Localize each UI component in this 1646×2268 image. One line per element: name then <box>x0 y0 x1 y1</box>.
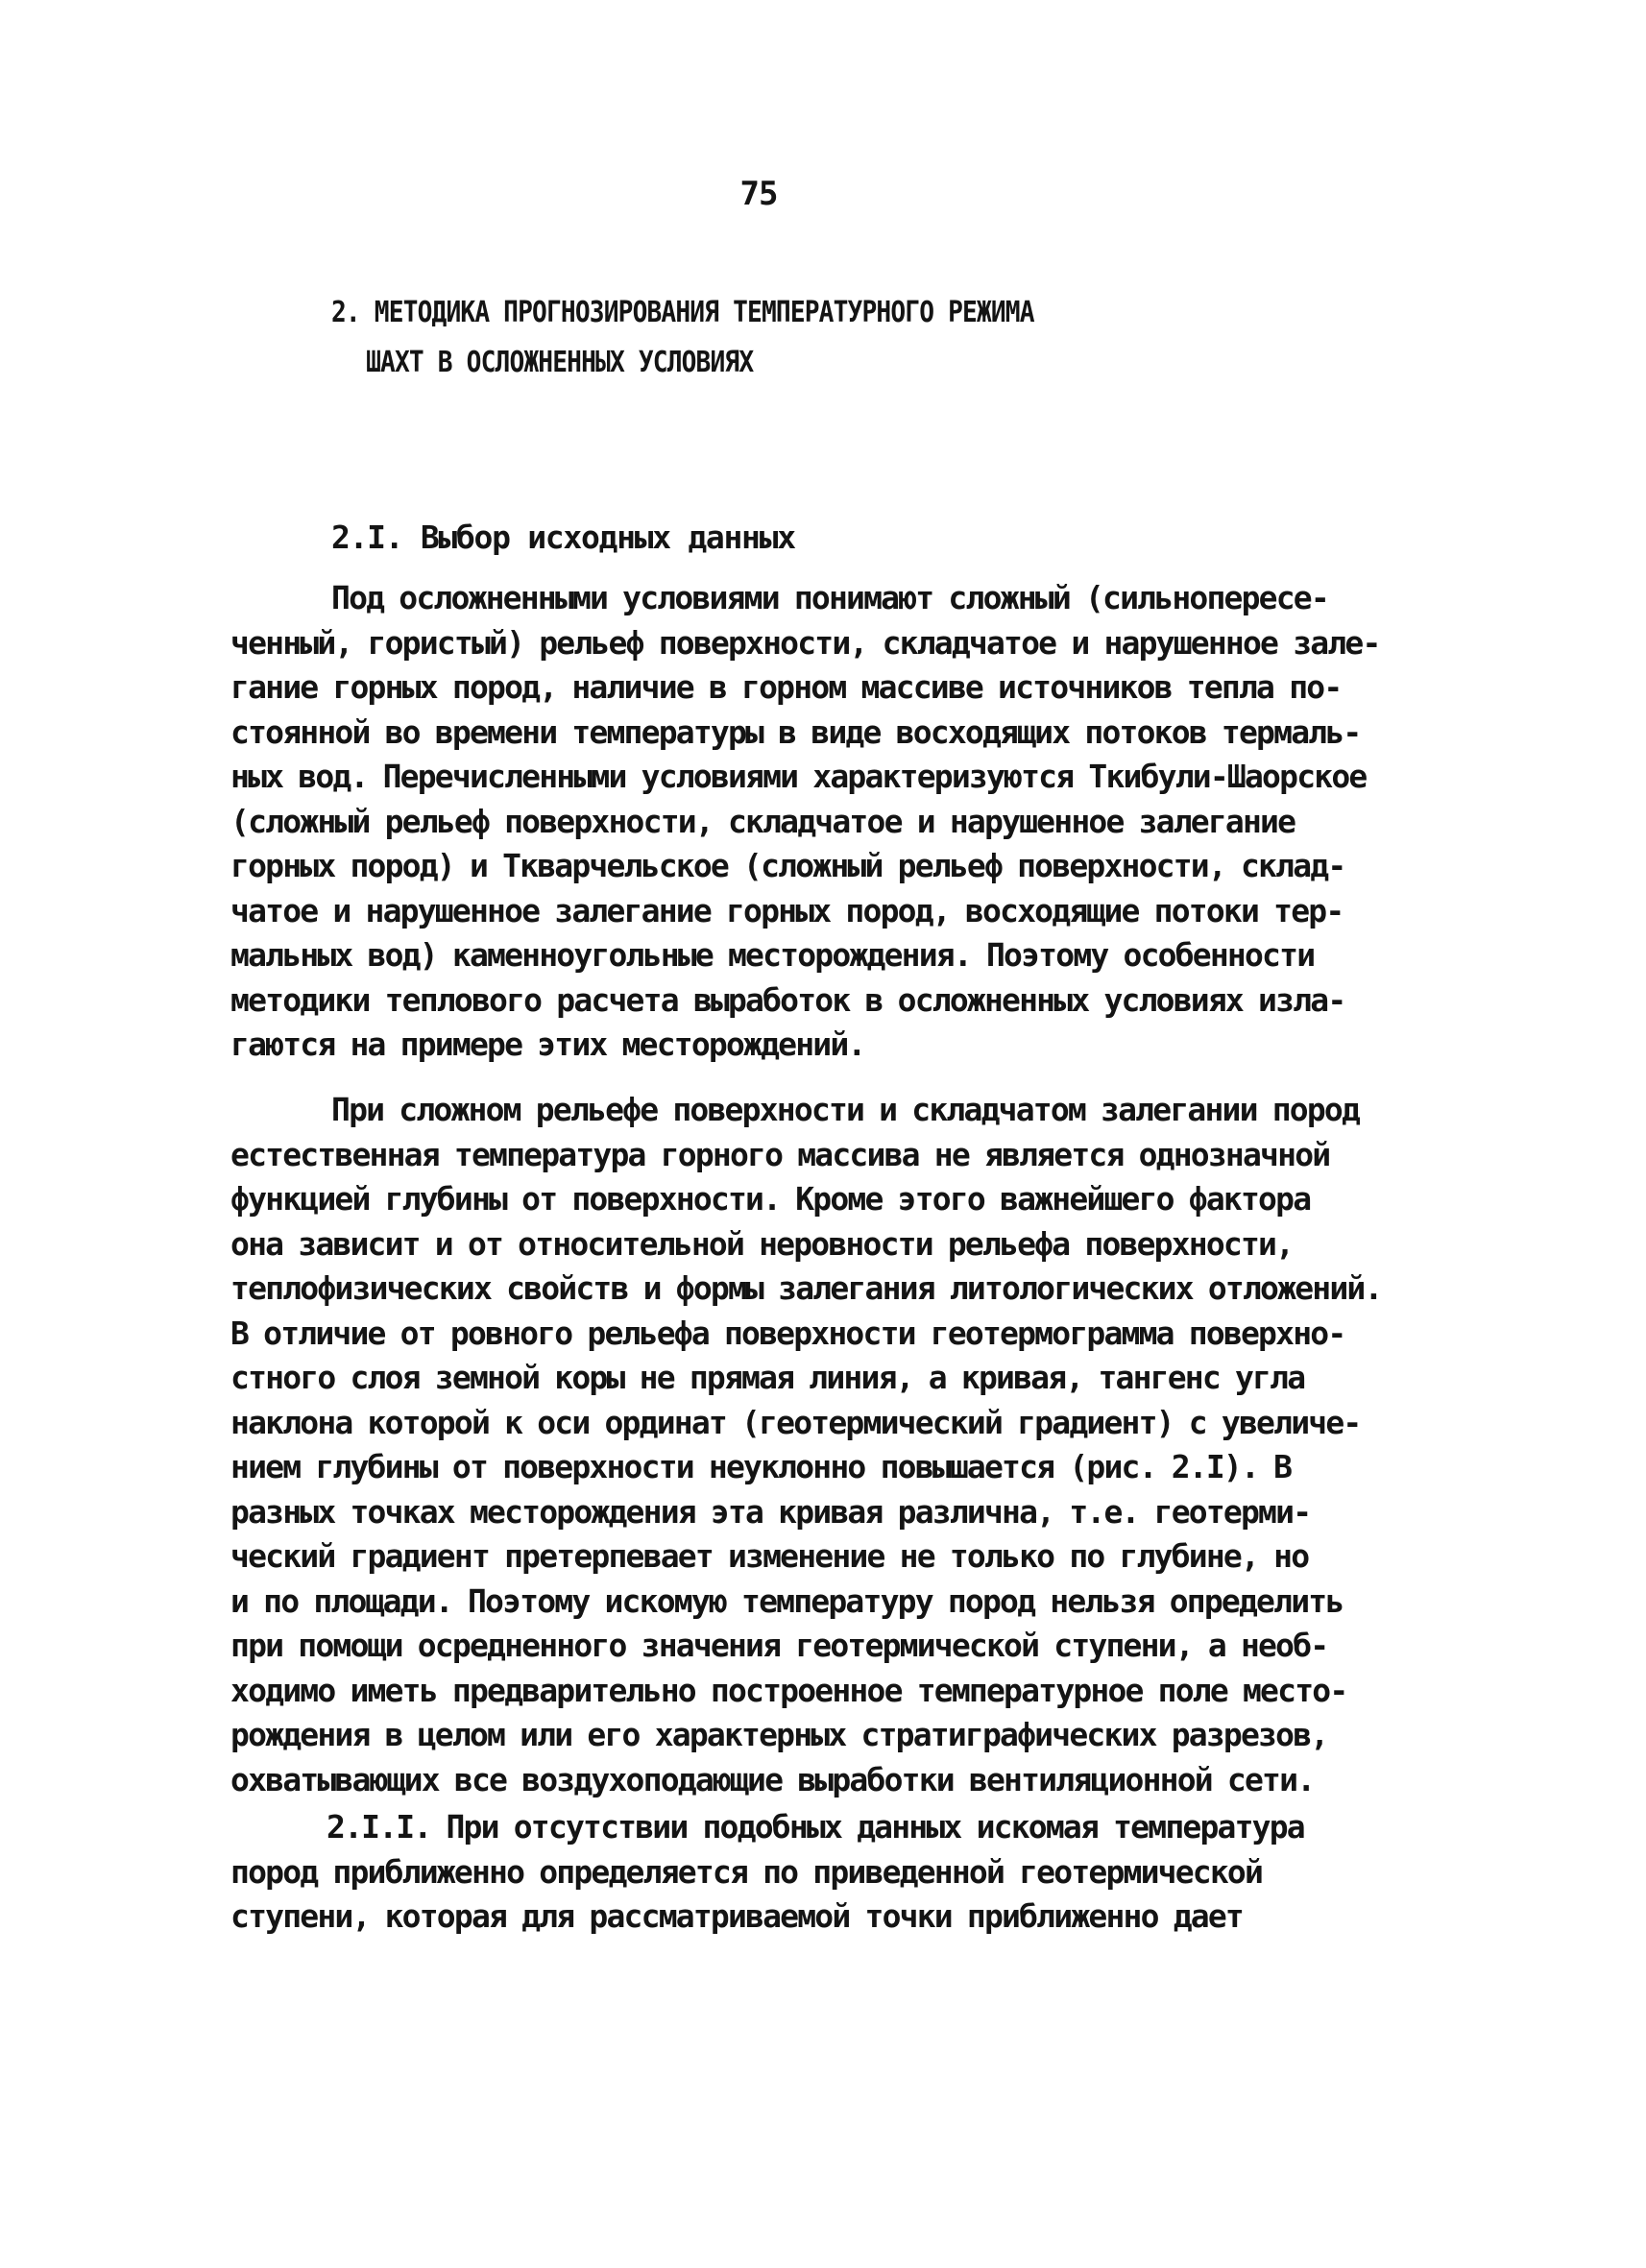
paragraph <box>230 576 1498 1068</box>
text-line: горных пород) и Ткварчельское (сложный рельеф поверхности, склад- <box>230 847 1345 884</box>
text-line: ческий градиент претерпевает изменение не только по глубине, но <box>230 1537 1309 1575</box>
text-line: нием глубины от поверхности неуклонно повышается (рис. 2.I). В <box>230 1448 1292 1485</box>
text-line: она зависит и от относительной неровности рельефа поверхности, <box>230 1224 1294 1263</box>
chapter-title <box>331 288 1034 388</box>
page-number: 75 <box>739 175 778 213</box>
text-line: Под осложненными условиями понимают сложный (сильнопересе- <box>331 579 1328 616</box>
text-line: гаются на примере этих месторождений. <box>230 1025 865 1063</box>
chapter-title-line: ШАХТ В ОСЛОЖНЕННЫХ УСЛОВИЯХ <box>366 346 754 379</box>
text-line: стного слоя земной коры не прямая линия, а кривая, тангенс угла <box>230 1359 1305 1396</box>
chapter-title-line: 2. МЕТОДИКА ПРОГНОЗИРОВАНИЯ ТЕМПЕРАТУРНОГО РЕЖИМА <box>331 296 1034 329</box>
text-line: ных вод. Перечисленными условиями характеризуются Ткибули-Шаорское <box>230 758 1367 795</box>
text-line: ченный, гористый) рельеф поверхности, складчатое и нарушенное зале- <box>230 623 1380 662</box>
text-line: 2.I.I. При отсутствии подобных данных искомая температура <box>327 1808 1304 1846</box>
text-line: гание горных пород, наличие в горном массиве источников тепла по- <box>230 668 1342 706</box>
text-line: охватывающих все воздухоподающие выработки вентиляционной сети. <box>230 1760 1315 1798</box>
text-line: наклона которой к оси ординат (геотермический градиент) с увеличе- <box>230 1403 1361 1441</box>
text-line: при помощи осредненного значения геотермической ступени, а необ- <box>230 1627 1328 1664</box>
text-line: функцией глубины от поверхности. Кроме этого важнейшего фактора <box>230 1180 1311 1218</box>
text-line: ступени, которая для рассматриваемой точки приближенно дает <box>230 1897 1243 1935</box>
text-line: и по площади. Поэтому искомую температуру пород нельзя определить <box>230 1581 1343 1620</box>
text-line: рождения в целом или его характерных стратиграфических разрезов, <box>230 1716 1328 1753</box>
text-line: В отличие от ровного рельефа поверхности геотермограмма поверхно- <box>230 1314 1345 1352</box>
paragraph <box>230 1088 1498 1802</box>
text-line: теплофизических свойств и формы залегания литологических отложений. <box>230 1269 1382 1307</box>
paragraph <box>230 1805 1498 1940</box>
text-line: естественная температура горного массива не является однозначной <box>230 1135 1330 1173</box>
text-line: методики теплового расчета выработок в осложненных условиях изла- <box>230 980 1345 1019</box>
text-line: стоянной во времени температуры в виде восходящих потоков термаль- <box>230 712 1361 751</box>
text-line: ходимо иметь предварительно построенное температурное поле место- <box>230 1671 1347 1709</box>
text-line: разных точках месторождения эта кривая различна, т.е. геотерми- <box>230 1492 1311 1531</box>
text-line: мальных вод) каменноугольные месторождения. Поэтому особенности <box>230 936 1315 974</box>
text-line: При сложном рельефе поверхности и складчатом залегании пород <box>331 1091 1360 1128</box>
text-line: чатое и нарушенное залегание горных пород, восходящие потоки тер- <box>230 891 1343 929</box>
section-heading: 2.I. Выбор исходных данных <box>331 519 795 556</box>
text-line: (сложный рельеф поверхности, складчатое и нарушенное залегание <box>230 802 1295 840</box>
text-line: пород приближенно определяется по приведенной геотермической <box>230 1852 1263 1891</box>
